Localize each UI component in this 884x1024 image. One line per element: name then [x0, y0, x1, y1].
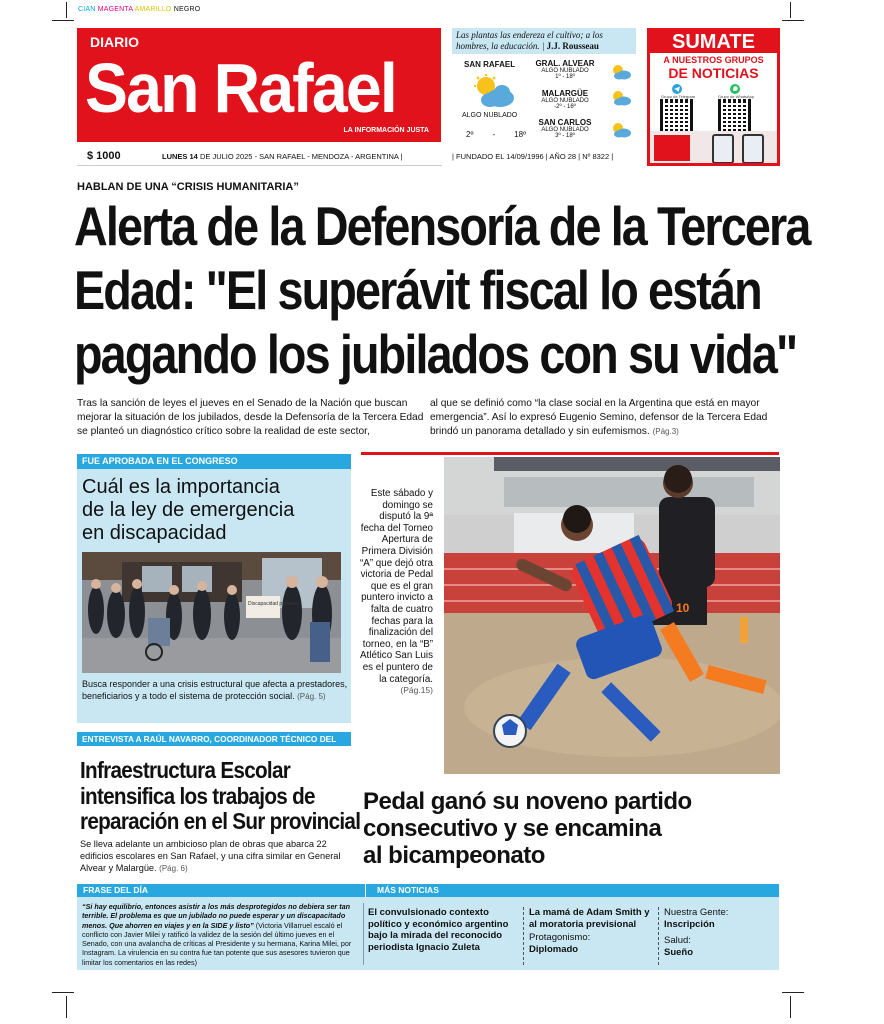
- issue-info-bar: [77, 150, 442, 166]
- disability-tag: FUE APROBADA EN EL CONGRESO: [77, 454, 351, 469]
- crop-mark: [66, 996, 67, 1018]
- protest-photo: [82, 552, 341, 673]
- newspaper-logo: [77, 28, 441, 142]
- column-divider: [363, 903, 364, 965]
- headline-line: de la ley de emergencia: [82, 499, 295, 521]
- phrase-quote: “Si hay equilibrio, entonces asistir a los más desprotegidos no debiera ser tan terrible. El problema es que un jubilado no puede esperar y un discapacitado menos. Que ahorren en viajes y en la SIDE y listo”: [82, 902, 351, 930]
- phone-illustration: [742, 134, 764, 164]
- weather-city: MALARGÜE: [541, 89, 589, 98]
- more-news-item[interactable]: [664, 907, 776, 958]
- quote-author: J.J. Rousseau: [546, 41, 599, 51]
- weather-main-city: SAN RAFAEL: [464, 60, 516, 69]
- headline-line: consecutivo y se encamina: [363, 815, 662, 842]
- infra-headline[interactable]: [80, 757, 361, 835]
- newspaper-thumbnail: [654, 135, 690, 161]
- ad-subtitle-line2: DE NOTICIAS: [668, 65, 759, 81]
- crop-mark: [66, 2, 67, 18]
- dateline: [162, 152, 403, 161]
- band-divider: [365, 884, 366, 897]
- weather-panel: [452, 28, 638, 152]
- caption-text: Busca responder a una crisis estructural que afecta a prestadores, beneficiarios y a todo el sistema de protección social.: [82, 679, 348, 701]
- crop-mark: [782, 20, 804, 21]
- infra-summary-text: Se lleva adelante un ambicioso plan de obras que abarca 22 edificios escolares en San Rafael, y una cifra similar en General Alvear y Malargüe.: [80, 839, 341, 873]
- weather-city-row: [530, 89, 600, 110]
- weather-temps: -2º - 16º: [554, 104, 576, 110]
- telegram-icon: [672, 84, 682, 94]
- column-divider: [658, 907, 659, 965]
- more-news-value: Diplomado: [529, 943, 579, 955]
- partly-cloudy-icon: [610, 64, 632, 80]
- logo-slogan: LA INFORMACIÓN JUSTA: [343, 127, 429, 134]
- headline-line: reparación en el Sur provincial: [80, 808, 361, 834]
- temp-max: 18º: [514, 130, 526, 139]
- more-news-value: Sueño: [664, 946, 694, 958]
- more-news-title: El convulsionado contexto político y económico argentino bajo la mirada del reconocido periodista Ignacio Zuleta: [368, 907, 509, 953]
- headline-line: Pedal ganó su noveno partido: [363, 788, 692, 815]
- more-news-value: Inscripción: [664, 918, 715, 930]
- ad-subtitle-line1: A NUESTROS GRUPOS: [663, 55, 764, 65]
- more-news-label: Protagonismo:: [529, 932, 591, 943]
- crop-mark: [52, 992, 74, 993]
- more-news-item[interactable]: [368, 907, 520, 953]
- band-header: [77, 884, 779, 897]
- infra-summary: [80, 839, 352, 874]
- partly-cloudy-icon: [470, 74, 516, 108]
- crop-mark: [790, 996, 791, 1018]
- main-story-lead-right: [430, 397, 782, 438]
- headline-line: en discapacidad: [82, 522, 227, 544]
- weather-condition: ALGO NUBLADO: [541, 68, 589, 74]
- sport-summary-text: Este sábado y domingo se disputó la 9ª fecha del Torneo Apertura de Primera División “A” que dejó otra victoria de Pedal que es el gran puntero invicto a falta de cuatro fechas para la finalización del torneo, en la “B” Atlético San Luis es el puntero de la categoría.: [360, 488, 433, 685]
- page-reference: (Pág. 5): [297, 691, 326, 701]
- frase-header: FRASE DEL DÍA: [83, 885, 149, 895]
- temp-min: 2º: [466, 130, 474, 139]
- weather-city: SAN CARLOS: [538, 118, 592, 127]
- main-story-kicker: HABLAN DE UNA “CRISIS HUMANITARIA”: [77, 181, 299, 193]
- page-reference: (Pág.3): [652, 426, 679, 436]
- more-news-label: Nuestra Gente:: [664, 907, 729, 918]
- qr-telegram-label: Grupo de Telegram: [660, 94, 696, 99]
- headline-line: Cuál es la importancia: [82, 476, 280, 498]
- crop-mark: [790, 2, 791, 18]
- weather-condition: ALGO NUBLADO: [541, 127, 589, 133]
- jersey-number: 10: [676, 601, 690, 615]
- headline-line: Alerta de la Defensoría de la Tercera: [74, 195, 810, 257]
- weather-temps: 1º - 18º: [555, 74, 575, 80]
- phrase-context: (Victoria Villarruel escaló el conflicto con Javier Milei y ratificó la validez de la sesión del último jueves en el Senado, con una avalancha de críticas al Presidente y su hermana, Karina Milei, por Instagram. La virulencia en su contra fue tan potente que sus asesores tuvieron que limitar los comentarios en las redes): [82, 920, 352, 967]
- more-news-header: MÁS NOTICIAS: [377, 885, 439, 895]
- column-divider: [523, 907, 524, 965]
- more-news-title: La mamá de Adam Smith y al moratoria previsional: [529, 907, 650, 930]
- weather-main-condition: ALGO NUBLADO: [462, 112, 518, 119]
- ad-title: SUMATE: [650, 31, 777, 53]
- partly-cloudy-icon: [610, 90, 632, 106]
- main-headline[interactable]: [74, 194, 810, 386]
- weather-condition: ALGO NUBLADO: [541, 98, 589, 104]
- print-color-marks: [78, 6, 200, 13]
- more-news-item[interactable]: [529, 907, 655, 955]
- quote-text: Las plantas las endereza el cultivo; a los hombres, la educación.: [456, 30, 603, 51]
- headline-line: al bicampeonato: [363, 842, 545, 869]
- dateline-day: LUNES 14: [162, 152, 198, 161]
- weather-city: GRAL. ALVEAR: [535, 59, 595, 68]
- qr-whatsapp-label: Grupo de WhatsApp: [717, 94, 755, 99]
- sport-rule: [361, 452, 779, 455]
- weather-main-temps: [466, 130, 526, 139]
- ad-subtitle: [650, 55, 777, 81]
- protest-sign-text: Discapacidad presente: [248, 601, 299, 607]
- issue-founded: | FUNDADO EL 14/09/1996 | AÑO 28 | Nº 8322 |: [452, 152, 614, 161]
- football-photo: [444, 457, 780, 774]
- qr-code-whatsapp[interactable]: [718, 99, 752, 133]
- quote-of-day: Las plantas las endereza el cultivo; a los hombres, la educación. | J.J. Rousseau: [452, 28, 636, 54]
- phone-illustration: [712, 134, 734, 164]
- yellow-mark: AMARILLO: [134, 6, 172, 13]
- page-reference: (Pág. 6): [159, 863, 188, 873]
- headline-line: intensifica los trabajos de: [80, 782, 315, 809]
- partly-cloudy-icon: [610, 122, 632, 138]
- page-reference: (Pág.15): [400, 685, 433, 696]
- main-story-lead-left: Tras la sanción de leyes el jueves en el Senado de la Nación que buscan mejorar la situación de los jubilados, desde la Defensoría de la Tercera Edad se planteó un diagnóstico crítico sobre la realidad de este sector,: [77, 398, 424, 437]
- weather-city-row: [530, 118, 600, 139]
- logo-diario: DIARIO: [90, 34, 139, 50]
- weather-city-row: [530, 59, 600, 80]
- crop-mark: [52, 20, 74, 21]
- black-mark: NEGRO: [173, 6, 201, 13]
- weather-temps: 3º - 18º: [555, 133, 575, 139]
- cyan-mark: CIAN: [78, 6, 96, 13]
- news-groups-ad[interactable]: [647, 28, 780, 166]
- disability-headline[interactable]: [82, 476, 342, 545]
- sport-summary: [360, 488, 433, 697]
- more-news-label: Salud:: [664, 935, 691, 946]
- headline-line: pagando los jubilados con su vida": [74, 323, 797, 385]
- sport-headline[interactable]: [363, 788, 783, 869]
- crop-mark: [782, 992, 804, 993]
- phrase-of-day: [82, 902, 354, 967]
- lead-right-text: al que se definió como “la clase social en la Argentina que está en mayor emergencia”. Así lo expresó Eugenio Semino, defensor de la Tercera Edad brindó un panorama detallado y sin eufemismos.: [430, 398, 768, 437]
- qr-code-telegram[interactable]: [660, 99, 694, 133]
- magenta-mark: MAGENTA: [97, 6, 133, 13]
- dateline-rest: DE JULIO 2025 - SAN RAFAEL - MENDOZA - ARGENTINA |: [199, 152, 403, 161]
- temp-sep: -: [492, 130, 496, 139]
- whatsapp-icon: [730, 84, 740, 94]
- price: $ 1000: [87, 150, 121, 162]
- logo-name: San Rafael: [85, 49, 396, 127]
- disability-caption: [82, 679, 350, 702]
- infra-tag: ENTREVISTA A RAÚL NAVARRO, COORDINADOR TÉCNICO DEL ÁREA: [77, 732, 351, 746]
- headline-line: Infraestructura Escolar: [80, 757, 291, 783]
- headline-line: Edad: "El superávit fiscal lo están: [74, 259, 761, 321]
